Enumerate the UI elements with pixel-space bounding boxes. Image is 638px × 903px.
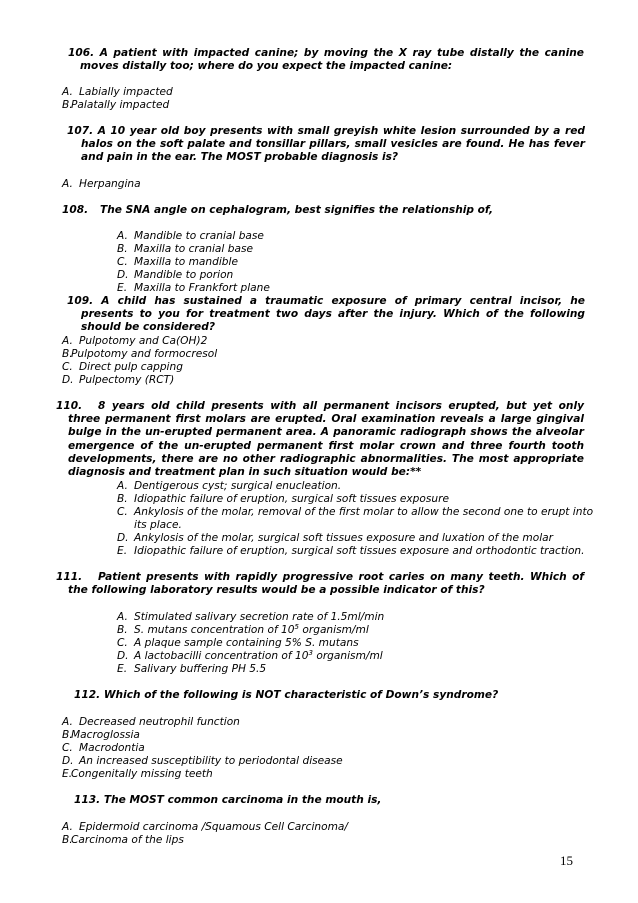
option-108-a	[117, 230, 264, 243]
question-109	[67, 295, 585, 335]
option-text: Carcinoma of the lips	[71, 834, 184, 846]
question-113	[74, 794, 578, 807]
option-106-a	[62, 86, 173, 99]
option-text: Idiopathic failure of eruption, surgical soft tissues exposure	[134, 493, 449, 505]
option-text: S. mutans concentration of 10	[134, 624, 295, 636]
option-letter: E.	[117, 663, 128, 675]
option-letter: E.	[117, 282, 128, 294]
option-106-b	[62, 99, 169, 112]
option-text: Salivary buffering PH 5.5	[134, 663, 267, 675]
option-107-a	[62, 178, 141, 191]
option-text: Pulpotomy and formocresol	[71, 348, 218, 360]
option-text: An increased susceptibility to periodontal disease	[79, 755, 343, 767]
option-text: Idiopathic failure of eruption, surgical soft tissues exposure and orthodontic traction.	[134, 545, 585, 557]
option-letter: A.	[117, 230, 128, 242]
question-number: 112.	[74, 689, 101, 701]
option-text-tail: organism/ml	[299, 624, 369, 636]
option-letter: A.	[62, 86, 73, 98]
option-112-a	[62, 716, 240, 729]
question-number: 106.	[68, 47, 95, 59]
option-text: Maxilla to cranial base	[134, 243, 253, 255]
option-text: Maxilla to mandible	[134, 256, 238, 268]
option-text: Decreased neutrophil function	[79, 716, 240, 728]
question-number: 111.	[56, 571, 83, 583]
option-text: Mandible to cranial base	[134, 230, 264, 242]
option-113-b	[62, 834, 184, 847]
option-110-e	[117, 545, 585, 558]
option-112-c	[62, 742, 145, 755]
question-text: A child has sustained a traumatic exposure of primary central incisor, he presents to you for treatment two days after the injury. Which of the following should be considered?	[81, 295, 585, 334]
option-text: Congenitally missing teeth	[71, 768, 213, 780]
question-107	[67, 125, 585, 165]
option-letter: B.	[117, 493, 128, 505]
option-text: Pulpectomy (RCT)	[79, 374, 175, 386]
option-letter: D.	[62, 374, 74, 386]
question-text: A 10 year old boy presents with small greyish white lesion surrounded by a red halos on the soft palate and tonsillar pillars, small vesicles are found. He has fever and pain in the ear. The MOST probable diagnosis is?	[81, 125, 585, 164]
option-text: Pulpotomy and Ca(OH)2	[79, 335, 208, 347]
question-number: 113.	[74, 794, 101, 806]
option-110-b	[117, 493, 449, 506]
option-letter: C.	[62, 361, 73, 373]
question-112	[74, 689, 578, 702]
option-112-e	[62, 768, 213, 781]
option-108-d	[117, 269, 233, 282]
question-text: The SNA angle on cephalogram, best signifies the relationship of,	[100, 204, 493, 216]
question-number: 109.	[67, 295, 94, 307]
option-text: A plaque sample containing 5% S. mutans	[134, 637, 359, 649]
option-letter: D.	[62, 755, 74, 767]
option-109-b	[62, 348, 217, 361]
option-letter: B.	[62, 834, 73, 846]
superscript: 5	[294, 623, 300, 631]
page-number: 15	[560, 853, 573, 868]
option-text: Herpangina	[79, 178, 141, 190]
option-letter: A.	[117, 611, 128, 623]
option-text: Ankylosis of the molar, surgical soft tissues exposure and luxation of the molar	[134, 532, 553, 544]
option-text: Labially impacted	[79, 86, 173, 98]
question-text: Which of the following is NOT characteristic of Down’s syndrome?	[103, 689, 499, 701]
question-text: The MOST common carcinoma in the mouth is,	[103, 794, 382, 806]
question-number: 110.	[56, 400, 83, 412]
option-letter: D.	[117, 269, 129, 281]
option-letter: C.	[117, 506, 128, 518]
option-109-c	[62, 361, 183, 374]
option-text: Epidermoid carcinoma /Squamous Cell Carcinoma/	[79, 821, 348, 833]
option-text: Macroglossia	[71, 729, 140, 741]
option-112-b	[62, 729, 140, 742]
option-letter: B.	[62, 99, 73, 111]
option-text-tail: organism/ml	[312, 650, 383, 662]
option-letter: A.	[117, 480, 128, 492]
option-letter: D.	[117, 650, 129, 662]
option-111-d	[117, 650, 383, 663]
question-106	[68, 47, 584, 73]
question-number: 107.	[67, 125, 94, 137]
option-letter: B.	[62, 729, 73, 741]
option-text: Dentigerous cyst; surgical enucleation.	[134, 480, 342, 492]
option-108-b	[117, 243, 253, 256]
option-letter: E.	[62, 768, 73, 780]
option-111-b	[117, 624, 369, 637]
option-108-e	[117, 282, 270, 295]
option-text: Maxilla to Frankfort plane	[134, 282, 270, 294]
option-text: Palatally impacted	[71, 99, 170, 111]
option-text: Mandible to porion	[134, 269, 234, 281]
question-number: 108.	[62, 204, 89, 216]
option-letter: A.	[62, 821, 73, 833]
option-letter: C.	[62, 742, 73, 754]
option-letter: B.	[62, 348, 73, 360]
option-letter: C.	[117, 256, 128, 268]
question-text: 8 years old child presents with all permanent incisors erupted, but yet only three permanent first molars are erupted. Oral examination reveals a large gingival bulge in the un-erupted permanent area. A panoramic radiograph shows the alveolar emergence of the un-erupted permanent first molar crown and three fourth tooth developments, there are no other radiographic abnormalities. The most appropriate diagnosis and treatment plan in such situation would be:**	[68, 400, 584, 479]
question-text: A patient with impacted canine; by moving the X ray tube distally the canine moves distally too; where do you expect the impacted canine:	[80, 47, 584, 73]
option-text: Ankylosis of the molar, removal of the first molar to allow the second one to erupt into its place.	[134, 506, 594, 532]
option-letter: E.	[117, 545, 128, 557]
option-109-a	[62, 335, 207, 348]
option-letter: B.	[117, 243, 128, 255]
option-letter: A.	[62, 178, 73, 190]
option-111-a	[117, 611, 384, 624]
option-111-e	[117, 663, 266, 676]
option-113-a	[62, 821, 348, 834]
option-letter: D.	[117, 532, 129, 544]
option-text: Macrodontia	[79, 742, 145, 754]
option-letter: A.	[62, 716, 73, 728]
option-letter: B.	[117, 624, 128, 636]
option-112-d	[62, 755, 343, 768]
option-110-d	[117, 532, 553, 545]
option-110-c	[117, 506, 595, 532]
question-110	[56, 400, 584, 479]
question-111	[56, 571, 584, 597]
question-text: Patient presents with rapidly progressive root caries on many teeth. Which of the following laboratory results would be a possible indicator of this?	[68, 571, 584, 597]
option-text: Stimulated salivary secretion rate of 1.5ml/min	[134, 611, 385, 623]
question-108	[62, 204, 578, 217]
superscript: 3	[308, 649, 313, 657]
option-110-a	[117, 480, 341, 493]
option-letter: C.	[117, 637, 128, 649]
option-111-c	[117, 637, 359, 650]
option-letter: A.	[62, 335, 73, 347]
option-text: A lactobacilli concentration of 10	[134, 650, 309, 662]
option-109-d	[62, 374, 174, 387]
option-text: Direct pulp capping	[79, 361, 183, 373]
option-108-c	[117, 256, 238, 269]
